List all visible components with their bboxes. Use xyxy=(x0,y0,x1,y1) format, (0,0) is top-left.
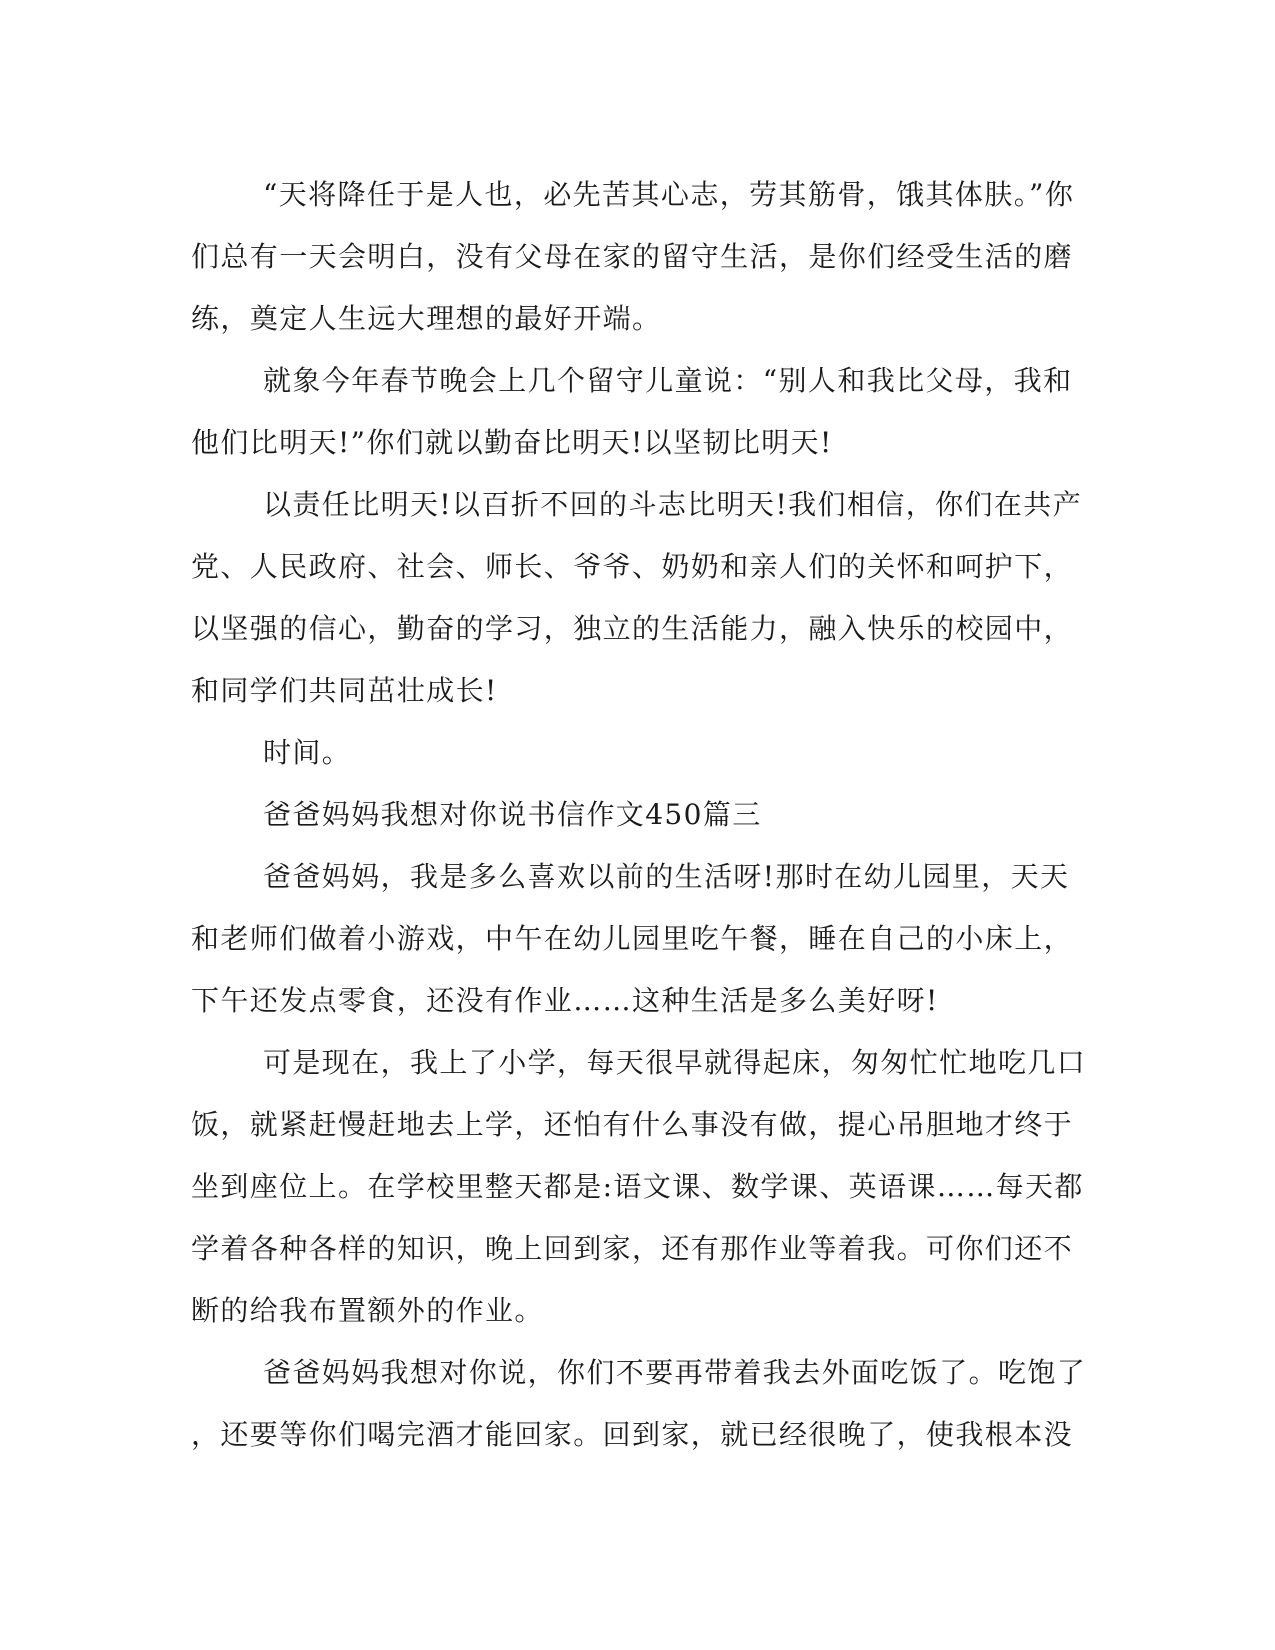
text-line: 和老师们做着小游戏，中午在幼儿园里吃午餐，睡在自己的小床上， xyxy=(191,922,1074,955)
text-line: 以责任比明天!以百折不回的斗志比明天!我们相信，你们在共产 xyxy=(263,488,1083,521)
text-line: 下午还发点零食，还没有作业……这种生活是多么美好呀! xyxy=(191,984,939,1017)
text-line: ，还要等你们喝完酒才能回家。回到家，就已经很晚了，使我根本没 xyxy=(191,1418,1074,1451)
text-line: 可是现在，我上了小学，每天很早就得起床，匆匆忙忙地吃几口 xyxy=(263,1046,1087,1079)
text-line: 以坚强的信心，勤奋的学习，独立的生活能力，融入快乐的校园中， xyxy=(191,612,1074,645)
text-line: 爸爸妈妈我想对你说，你们不要再带着我去外面吃饭了。吃饱了 xyxy=(263,1356,1087,1389)
document-body xyxy=(191,164,1087,1466)
text-line: 学着各种各样的知识，晚上回到家，还有那作业等着我。可你们还不 xyxy=(191,1232,1074,1265)
text-line: 和同学们共同茁壮成长! xyxy=(191,674,498,707)
text-line: 断的给我布置额外的作业。 xyxy=(191,1294,544,1327)
text-line: 们总有一天会明白，没有父母在家的留守生活，是你们经受生活的磨 xyxy=(191,240,1074,273)
text-line: 就象今年春节晚会上几个留守儿童说：“别人和我比父母，我和 xyxy=(263,364,1073,397)
text-line: 练，奠定人生远大理想的最好开端。 xyxy=(191,302,662,335)
text-line: 坐到座位上。在学校里整天都是:语文课、数学课、英语课……每天都 xyxy=(191,1170,1084,1203)
text-line: 时间。 xyxy=(263,736,352,769)
text-line: 他们比明天!”你们就以勤奋比明天!以坚韧比明天! xyxy=(191,426,833,459)
text-line: 爸爸妈妈，我是多么喜欢以前的生活呀!那时在幼儿园里，天天 xyxy=(263,860,1070,893)
text-line: 饭，就紧赶慢赶地去上学，还怕有什么事没有做，提心吊胆地才终于 xyxy=(191,1108,1074,1141)
text-line: 党、人民政府、社会、师长、爷爷、奶奶和亲人们的关怀和呵护下， xyxy=(191,550,1074,583)
section-heading: 爸爸妈妈我想对你说书信作文450篇三 xyxy=(263,798,762,831)
text-line: “天将降任于是人也，必先苦其心志，劳其筋骨，饿其体肤。”你 xyxy=(263,178,1075,211)
